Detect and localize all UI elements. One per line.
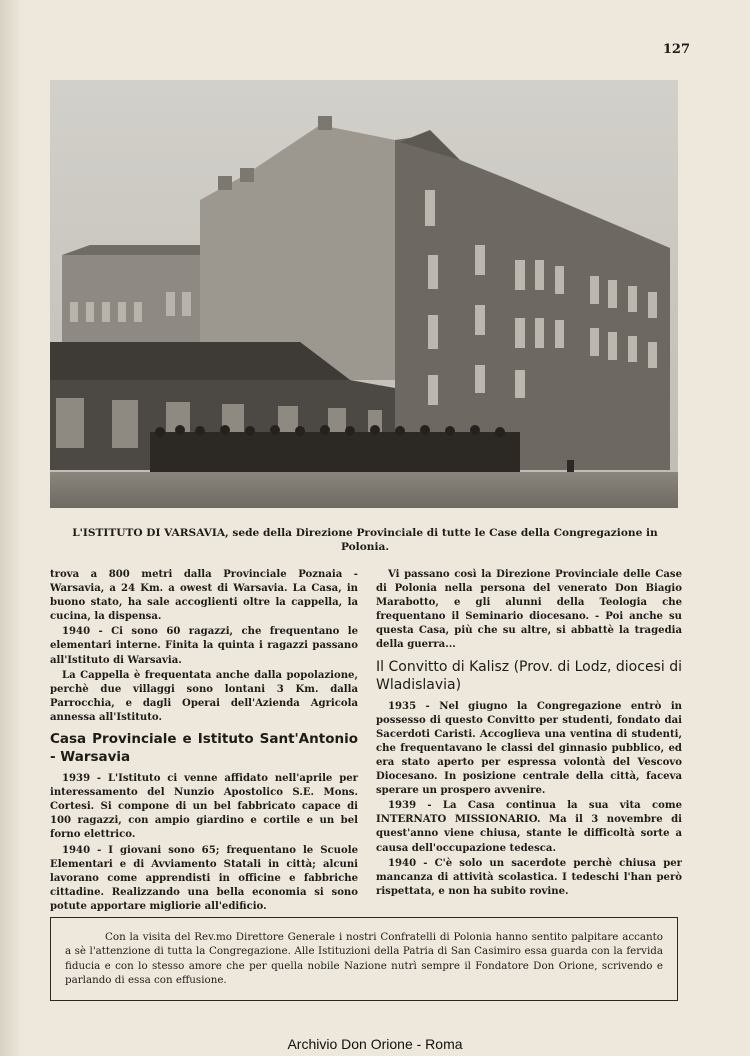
right-paragraph-4: 1940 - C'è solo un sacerdote perchè chiusa per mancanza di attività scolastica. I tedeschi l'han però rispettata, e non ha subito rovine. [376, 857, 682, 897]
left-column [50, 568, 358, 915]
left-section-heading: Casa Provinciale e Istituto Sant'Antonio - Warsavia [50, 731, 358, 766]
right-paragraph-1: Vi passano così la Direzione Provinciale delle Case di Polonia nella persona del venerato Don Biagio Marabotto, e gli alunni della Teologia che frequentano il Seminario diocesano. - Poi anche su questa Casa, più che su altre, si abbattè la tragedia della guerra... [376, 569, 682, 651]
left-paragraph-5: 1940 - I giovani sono 65; frequentano le Scuole Elementari e di Avviamento Statali in città; alcuni lavorano come apprendisti in officine e fabbriche cittadine. Realizzando una bella economia si sono potute apportare migliorie all'edificio. [50, 844, 358, 912]
right-section-heading: Il Convitto di Kalisz (Prov. di Lodz, diocesi di Wladislavia) [376, 658, 682, 693]
page-spine-shadow [0, 0, 22, 1056]
boxed-note-text: Con la visita del Rev.mo Direttore Generale i nostri Confratelli di Polonia hanno sentito palpitare accanto a sè l'attenzione di tutta la Congregazione. Alle Istituzioni della Patria di San Casimiro essa guarda con la fervida fiducia e con lo stesso amore che per quella nobile Nazione nutrì sempre il Fondatore Don Orione, scrivendo e parlando di essa con effusione. [65, 931, 663, 986]
left-paragraph-2: 1940 - Ci sono 60 ragazzi, che frequentano le elementari interne. Finita la quinta i ragazzi passano all'Istituto di Warsavia. [50, 626, 358, 666]
left-paragraph-1: trova a 800 metri dalla Provinciale Poznaia - Warsavia, a 24 Km. a owest di Warsavia. La Casa, in buono stato, ha sale accoglienti oltre la cappella, la cucina, la dispensa. [50, 569, 358, 623]
boxed-note [50, 917, 678, 1001]
right-paragraph-3: 1939 - La Casa continua la sua vita come INTERNATO MISSIONARIO. Ma il 3 novembre di quest'anno viene chiusa, stante le difficoltà sorte a causa dell'occupazione tedesca. [376, 800, 682, 854]
archive-footer: Archivio Don Orione - Roma [287, 1036, 463, 1052]
left-paragraph-3: La Cappella è frequentata anche dalla popolazione, perchè due villaggi sono lontani 3 Km. dalla Parrocchia, e dagli Operai dell'Azienda Agricola annessa all'Istituto. [50, 669, 358, 723]
left-paragraph-4: 1939 - L'Istituto ci venne affidato nell'aprile per interessamento del Nunzio Apostolico S.E. Mons. Cortesi. Si compone di un bel fabbricato capace di 100 ragazzi, con ampio giardino e cortile e un bel forno elettrico. [50, 773, 358, 841]
building-photo [50, 80, 678, 508]
photo-caption: L'ISTITUTO DI VARSAVIA, sede della Direzione Provinciale di tutte le Case della Congregazione in Polonia. [72, 527, 658, 553]
page-number: 127 [662, 42, 690, 57]
right-column [376, 568, 682, 900]
right-paragraph-2: 1935 - Nel giugno la Congregazione entrò in possesso di questo Convitto per studenti, fondato dai Sacerdoti Caristi. Accoglieva una ventina di studenti, che frequentavano le classi del ginnasio pubblico, ed era stato aperto per espressa volontà del Vescovo Diocesano. In posizione centrale della città, faceva sperare un prospero avvenire. [376, 700, 682, 797]
building-illustration [50, 80, 678, 508]
